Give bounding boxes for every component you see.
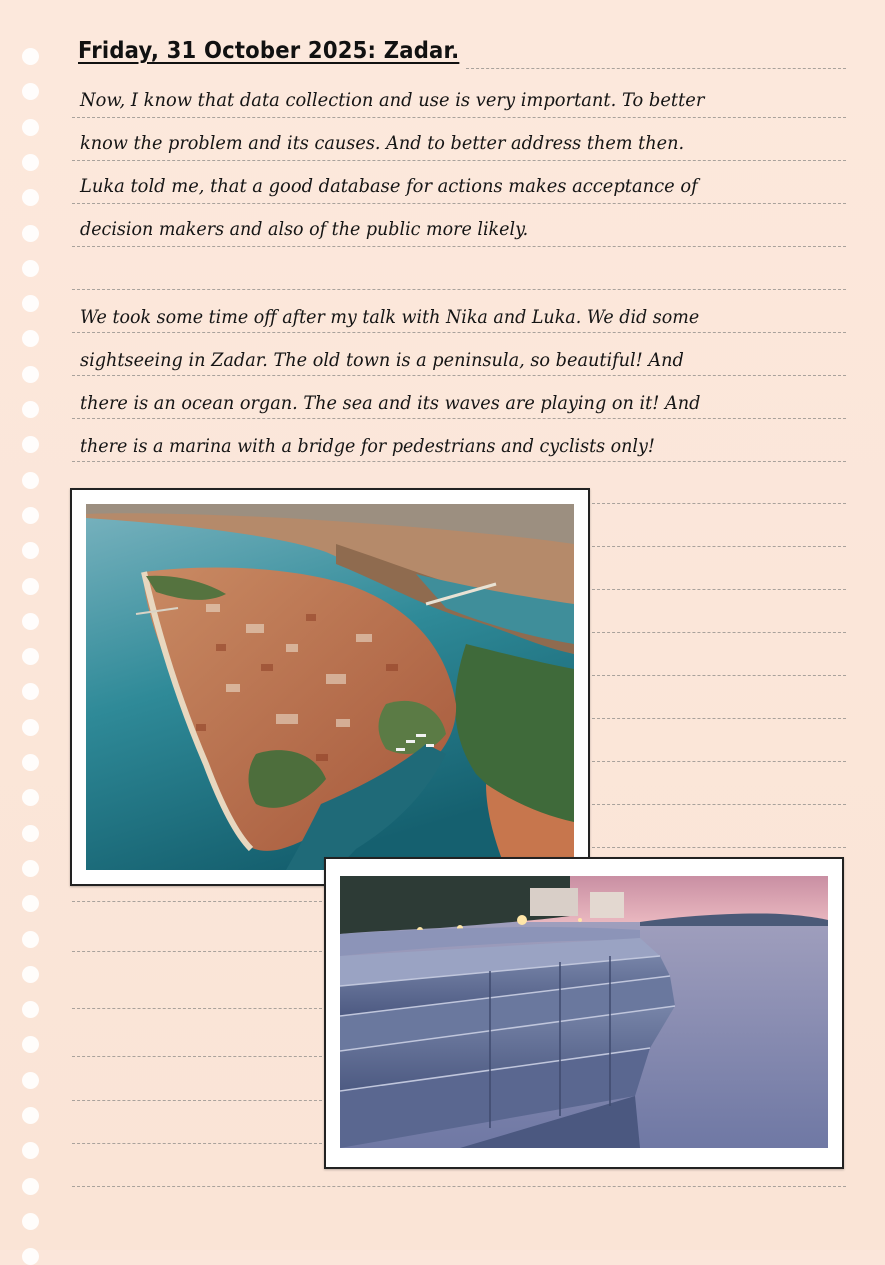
- binder-hole: [22, 366, 39, 383]
- binder-hole: [22, 1072, 39, 1089]
- binder-hole: [22, 330, 39, 347]
- binder-hole: [22, 719, 39, 736]
- binder-hole: [22, 154, 39, 171]
- binder-hole: [22, 648, 39, 665]
- binder-hole: [22, 1178, 39, 1195]
- binder-hole: [22, 401, 39, 418]
- binder-hole: [22, 1001, 39, 1018]
- binder-hole: [22, 542, 39, 559]
- binder-hole: [22, 966, 39, 983]
- binder-hole: [22, 825, 39, 842]
- binder-hole: [22, 1036, 39, 1053]
- binder-hole: [22, 1248, 39, 1265]
- text-line: Now, I know that data collection and use is very important. To better: [80, 89, 705, 111]
- sea-organ-image: [340, 876, 828, 1148]
- binder-hole: [22, 613, 39, 630]
- zadar-aerial-photo: [70, 488, 590, 886]
- binder-hole: [22, 1213, 39, 1230]
- binder-hole: [22, 860, 39, 877]
- zadar-aerial-image: [86, 504, 574, 870]
- text-line: Luka told me, that a good database for actions makes acceptance of: [80, 175, 698, 197]
- binder-hole: [22, 436, 39, 453]
- binder-hole: [22, 1107, 39, 1124]
- text-line: We took some time off after my talk with Nika and Luka. We did some: [80, 306, 700, 328]
- binder-hole: [22, 895, 39, 912]
- binder-hole: [22, 48, 39, 65]
- binder-hole: [22, 931, 39, 948]
- sea-organ-photo: [324, 857, 844, 1169]
- binder-hole: [22, 119, 39, 136]
- binder-hole: [22, 754, 39, 771]
- binder-hole: [22, 578, 39, 595]
- text-line: there is a marina with a bridge for pedestrians and cyclists only!: [80, 435, 655, 457]
- binder-hole: [22, 789, 39, 806]
- binder-holes: [22, 0, 42, 1250]
- binder-hole: [22, 1142, 39, 1159]
- binder-hole: [22, 472, 39, 489]
- binder-hole: [22, 189, 39, 206]
- binder-hole: [22, 295, 39, 312]
- binder-hole: [22, 260, 39, 277]
- text-line: there is an ocean organ. The sea and its waves are playing on it! And: [80, 392, 701, 414]
- binder-hole: [22, 507, 39, 524]
- text-line: decision makers and also of the public more likely.: [80, 218, 529, 240]
- entry-title: Friday, 31 October 2025: Zadar.: [78, 38, 460, 64]
- binder-hole: [22, 683, 39, 700]
- binder-hole: [22, 83, 39, 100]
- text-line: sightseeing in Zadar. The old town is a peninsula, so beautiful! And: [80, 349, 684, 371]
- text-line: know the problem and its causes. And to better address them then.: [80, 132, 685, 154]
- binder-hole: [22, 225, 39, 242]
